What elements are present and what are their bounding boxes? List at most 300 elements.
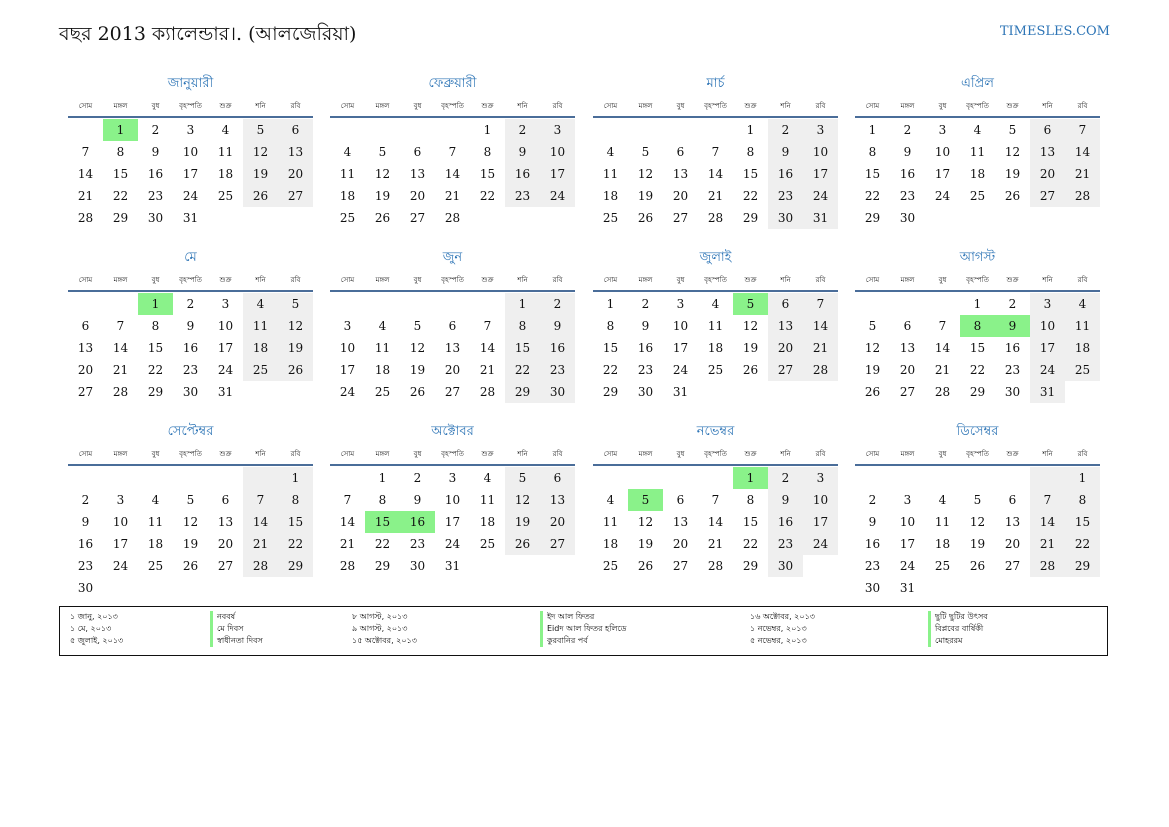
day-cell[interactable]: 15	[864, 167, 881, 181]
day-cell[interactable]: 11	[374, 341, 391, 355]
day-cell[interactable]: 17	[112, 537, 129, 551]
day-cell[interactable]: 5	[628, 489, 663, 511]
day-cell[interactable]: 15	[112, 167, 129, 181]
day-cell[interactable]: 18	[147, 537, 164, 551]
day-cell[interactable]: 21	[339, 537, 356, 551]
day-cell[interactable]: 18	[707, 341, 724, 355]
day-cell[interactable]: 14	[339, 515, 356, 529]
day-cell[interactable]: 23	[637, 363, 654, 377]
day-cell[interactable]: 30	[768, 555, 803, 577]
day-cell[interactable]: 5	[186, 493, 195, 507]
day-cell[interactable]: 7	[243, 489, 278, 511]
day-cell[interactable]: 16	[505, 163, 540, 185]
day-cell[interactable]: 21	[444, 189, 461, 203]
day-cell[interactable]: 21	[112, 363, 129, 377]
day-cell[interactable]: 24	[803, 533, 838, 555]
day-cell[interactable]: 28	[444, 211, 461, 225]
day-cell[interactable]: 24	[540, 185, 575, 207]
day-cell[interactable]: 16	[864, 537, 881, 551]
day-cell[interactable]: 20	[1030, 163, 1065, 185]
day-cell[interactable]: 12	[409, 341, 426, 355]
day-cell[interactable]: 3	[803, 119, 838, 141]
day-cell[interactable]: 29	[278, 555, 313, 577]
day-cell[interactable]: 17	[899, 537, 916, 551]
day-cell[interactable]: 8	[606, 319, 615, 333]
day-cell[interactable]: 4	[606, 493, 615, 507]
day-cell[interactable]: 6	[1008, 493, 1017, 507]
day-cell[interactable]: 4	[973, 123, 982, 137]
day-cell[interactable]: 15	[147, 341, 164, 355]
day-cell[interactable]: 27	[1030, 185, 1065, 207]
day-cell[interactable]: 3	[540, 119, 575, 141]
day-cell[interactable]: 5	[413, 319, 422, 333]
day-cell[interactable]: 30	[540, 381, 575, 403]
day-cell[interactable]: 8	[278, 489, 313, 511]
day-cell[interactable]: 11	[602, 515, 619, 529]
day-cell[interactable]: 24	[444, 537, 461, 551]
day-cell[interactable]: 7	[803, 293, 838, 315]
day-cell[interactable]: 12	[182, 515, 199, 529]
day-cell[interactable]: 5	[868, 319, 877, 333]
day-cell[interactable]: 29	[969, 385, 986, 399]
day-cell[interactable]: 27	[899, 385, 916, 399]
day-cell[interactable]: 7	[1065, 119, 1100, 141]
day-cell[interactable]: 11	[147, 515, 164, 529]
day-cell[interactable]: 4	[483, 471, 492, 485]
day-cell[interactable]: 11	[1065, 315, 1100, 337]
day-cell[interactable]: 1	[973, 297, 982, 311]
day-cell[interactable]: 16	[182, 341, 199, 355]
day-cell[interactable]: 4	[711, 297, 720, 311]
day-cell[interactable]: 26	[864, 385, 881, 399]
day-cell[interactable]: 16	[768, 511, 803, 533]
day-cell[interactable]: 11	[243, 315, 278, 337]
day-cell[interactable]: 26	[374, 211, 391, 225]
day-cell[interactable]: 13	[672, 515, 689, 529]
day-cell[interactable]: 10	[672, 319, 689, 333]
day-cell[interactable]: 26	[409, 385, 426, 399]
day-cell[interactable]: 17	[672, 341, 689, 355]
day-cell[interactable]: 24	[803, 185, 838, 207]
day-cell[interactable]: 2	[413, 471, 422, 485]
day-cell[interactable]: 13	[1030, 141, 1065, 163]
day-cell[interactable]: 15	[278, 511, 313, 533]
day-cell[interactable]: 6	[676, 493, 685, 507]
day-cell[interactable]: 20	[1004, 537, 1021, 551]
day-cell[interactable]: 24	[672, 363, 689, 377]
day-cell[interactable]: 28	[243, 555, 278, 577]
day-cell[interactable]: 20	[899, 363, 916, 377]
day-cell[interactable]: 11	[602, 167, 619, 181]
day-cell[interactable]: 10	[112, 515, 129, 529]
day-cell[interactable]: 19	[969, 537, 986, 551]
day-cell[interactable]: 20	[278, 163, 313, 185]
day-cell[interactable]: 6	[676, 145, 685, 159]
day-cell[interactable]: 8	[746, 145, 755, 159]
day-cell[interactable]: 27	[444, 385, 461, 399]
day-cell[interactable]: 21	[243, 533, 278, 555]
day-cell[interactable]: 5	[505, 467, 540, 489]
day-cell[interactable]: 24	[182, 189, 199, 203]
day-cell[interactable]: 30	[637, 385, 654, 399]
day-cell[interactable]: 25	[243, 359, 278, 381]
day-cell[interactable]: 30	[409, 559, 426, 573]
day-cell[interactable]: 10	[803, 141, 838, 163]
day-cell[interactable]: 21	[707, 537, 724, 551]
day-cell[interactable]: 17	[217, 341, 234, 355]
day-cell[interactable]: 29	[374, 559, 391, 573]
day-cell[interactable]: 9	[81, 515, 90, 529]
day-cell[interactable]: 5	[278, 293, 313, 315]
day-cell[interactable]: 3	[448, 471, 457, 485]
day-cell[interactable]: 16	[899, 167, 916, 181]
day-cell[interactable]: 28	[339, 559, 356, 573]
day-cell[interactable]: 26	[243, 185, 278, 207]
day-cell[interactable]: 18	[934, 537, 951, 551]
day-cell[interactable]: 11	[217, 145, 234, 159]
day-cell[interactable]: 18	[479, 515, 496, 529]
day-cell[interactable]: 10	[1030, 315, 1065, 337]
day-cell[interactable]: 1	[868, 123, 877, 137]
day-cell[interactable]: 3	[186, 123, 195, 137]
day-cell[interactable]: 4	[343, 145, 352, 159]
day-cell[interactable]: 31	[444, 559, 461, 573]
day-cell[interactable]: 22	[1065, 533, 1100, 555]
day-cell[interactable]: 11	[707, 319, 724, 333]
day-cell[interactable]: 19	[742, 341, 759, 355]
day-cell[interactable]: 27	[409, 211, 426, 225]
day-cell[interactable]: 26	[637, 211, 654, 225]
day-cell[interactable]: 25	[374, 385, 391, 399]
day-cell[interactable]: 13	[768, 315, 803, 337]
day-cell[interactable]: 8	[960, 315, 995, 337]
day-cell[interactable]: 14	[479, 341, 496, 355]
day-cell[interactable]: 10	[899, 515, 916, 529]
day-cell[interactable]: 10	[182, 145, 199, 159]
day-cell[interactable]: 15	[505, 337, 540, 359]
day-cell[interactable]: 16	[768, 163, 803, 185]
day-cell[interactable]: 12	[1004, 145, 1021, 159]
day-cell[interactable]: 30	[899, 211, 916, 225]
day-cell[interactable]: 14	[1030, 511, 1065, 533]
day-cell[interactable]: 21	[1030, 533, 1065, 555]
day-cell[interactable]: 16	[77, 537, 94, 551]
day-cell[interactable]: 29	[112, 211, 129, 225]
day-cell[interactable]: 1	[733, 467, 768, 489]
day-cell[interactable]: 28	[112, 385, 129, 399]
day-cell[interactable]: 6	[448, 319, 457, 333]
day-cell[interactable]: 17	[1030, 337, 1065, 359]
day-cell[interactable]: 26	[742, 363, 759, 377]
day-cell[interactable]: 23	[409, 537, 426, 551]
day-cell[interactable]: 25	[479, 537, 496, 551]
day-cell[interactable]: 8	[505, 315, 540, 337]
day-cell[interactable]: 30	[77, 581, 94, 595]
day-cell[interactable]: 3	[676, 297, 685, 311]
day-cell[interactable]: 18	[243, 337, 278, 359]
day-cell[interactable]: 22	[147, 363, 164, 377]
day-cell[interactable]: 22	[278, 533, 313, 555]
day-cell[interactable]: 26	[505, 533, 540, 555]
day-cell[interactable]: 3	[343, 319, 352, 333]
day-cell[interactable]: 7	[938, 319, 947, 333]
day-cell[interactable]: 27	[768, 359, 803, 381]
day-cell[interactable]: 10	[217, 319, 234, 333]
day-cell[interactable]: 8	[868, 145, 877, 159]
day-cell[interactable]: 13	[672, 167, 689, 181]
day-cell[interactable]: 4	[151, 493, 160, 507]
day-cell[interactable]: 27	[540, 533, 575, 555]
day-cell[interactable]: 14	[112, 341, 129, 355]
day-cell[interactable]: 1	[1065, 467, 1100, 489]
day-cell[interactable]: 17	[182, 167, 199, 181]
day-cell[interactable]: 19	[182, 537, 199, 551]
day-cell[interactable]: 27	[672, 211, 689, 225]
day-cell[interactable]: 23	[899, 189, 916, 203]
day-cell[interactable]: 21	[934, 363, 951, 377]
day-cell[interactable]: 21	[479, 363, 496, 377]
day-cell[interactable]: 10	[934, 145, 951, 159]
day-cell[interactable]: 14	[934, 341, 951, 355]
day-cell[interactable]: 5	[973, 493, 982, 507]
day-cell[interactable]: 5	[378, 145, 387, 159]
day-cell[interactable]: 26	[278, 359, 313, 381]
day-cell[interactable]: 31	[217, 385, 234, 399]
day-cell[interactable]: 6	[81, 319, 90, 333]
day-cell[interactable]: 29	[1065, 555, 1100, 577]
day-cell[interactable]: 21	[77, 189, 94, 203]
day-cell[interactable]: 23	[147, 189, 164, 203]
day-cell[interactable]: 3	[221, 297, 230, 311]
day-cell[interactable]: 27	[1004, 559, 1021, 573]
day-cell[interactable]: 12	[637, 515, 654, 529]
day-cell[interactable]: 10	[540, 141, 575, 163]
day-cell[interactable]: 30	[864, 581, 881, 595]
day-cell[interactable]: 29	[505, 381, 540, 403]
day-cell[interactable]: 25	[934, 559, 951, 573]
day-cell[interactable]: 22	[864, 189, 881, 203]
day-cell[interactable]: 20	[672, 189, 689, 203]
day-cell[interactable]: 14	[444, 167, 461, 181]
day-cell[interactable]: 25	[147, 559, 164, 573]
day-cell[interactable]: 16	[540, 337, 575, 359]
day-cell[interactable]: 31	[1030, 381, 1065, 403]
day-cell[interactable]: 9	[186, 319, 195, 333]
day-cell[interactable]: 31	[803, 207, 838, 229]
day-cell[interactable]: 23	[182, 363, 199, 377]
day-cell[interactable]: 5	[733, 293, 768, 315]
day-cell[interactable]: 23	[505, 185, 540, 207]
day-cell[interactable]: 5	[1008, 123, 1017, 137]
day-cell[interactable]: 19	[505, 511, 540, 533]
day-cell[interactable]: 20	[409, 189, 426, 203]
day-cell[interactable]: 16	[637, 341, 654, 355]
day-cell[interactable]: 28	[77, 211, 94, 225]
day-cell[interactable]: 27	[217, 559, 234, 573]
day-cell[interactable]: 22	[742, 189, 759, 203]
day-cell[interactable]: 2	[151, 123, 160, 137]
day-cell[interactable]: 25	[339, 211, 356, 225]
day-cell[interactable]: 30	[147, 211, 164, 225]
day-cell[interactable]: 3	[903, 493, 912, 507]
day-cell[interactable]: 19	[243, 163, 278, 185]
day-cell[interactable]: 19	[409, 363, 426, 377]
day-cell[interactable]: 25	[602, 559, 619, 573]
day-cell[interactable]: 24	[934, 189, 951, 203]
day-cell[interactable]: 9	[151, 145, 160, 159]
day-cell[interactable]: 25	[217, 189, 234, 203]
day-cell[interactable]: 18	[969, 167, 986, 181]
day-cell[interactable]: 13	[77, 341, 94, 355]
day-cell[interactable]: 1	[103, 119, 138, 141]
day-cell[interactable]: 23	[768, 185, 803, 207]
day-cell[interactable]: 17	[934, 167, 951, 181]
day-cell[interactable]: 30	[182, 385, 199, 399]
day-cell[interactable]: 14	[77, 167, 94, 181]
day-cell[interactable]: 29	[147, 385, 164, 399]
day-cell[interactable]: 14	[803, 315, 838, 337]
day-cell[interactable]: 29	[742, 559, 759, 573]
day-cell[interactable]: 25	[707, 363, 724, 377]
day-cell[interactable]: 23	[864, 559, 881, 573]
day-cell[interactable]: 28	[934, 385, 951, 399]
day-cell[interactable]: 9	[505, 141, 540, 163]
day-cell[interactable]: 13	[899, 341, 916, 355]
day-cell[interactable]: 26	[182, 559, 199, 573]
day-cell[interactable]: 14	[707, 515, 724, 529]
day-cell[interactable]: 8	[378, 493, 387, 507]
day-cell[interactable]: 9	[540, 315, 575, 337]
day-cell[interactable]: 2	[505, 119, 540, 141]
day-cell[interactable]: 23	[540, 359, 575, 381]
day-cell[interactable]: 9	[768, 141, 803, 163]
day-cell[interactable]: 13	[278, 141, 313, 163]
day-cell[interactable]: 13	[540, 489, 575, 511]
day-cell[interactable]: 10	[339, 341, 356, 355]
day-cell[interactable]: 19	[374, 189, 391, 203]
day-cell[interactable]: 26	[1004, 189, 1021, 203]
day-cell[interactable]: 12	[742, 319, 759, 333]
day-cell[interactable]: 23	[77, 559, 94, 573]
day-cell[interactable]: 27	[77, 385, 94, 399]
day-cell[interactable]: 4	[243, 293, 278, 315]
day-cell[interactable]: 30	[768, 207, 803, 229]
day-cell[interactable]: 28	[707, 559, 724, 573]
day-cell[interactable]: 29	[864, 211, 881, 225]
day-cell[interactable]: 15	[365, 511, 400, 533]
day-cell[interactable]: 3	[803, 467, 838, 489]
day-cell[interactable]: 10	[803, 489, 838, 511]
day-cell[interactable]: 7	[711, 145, 720, 159]
day-cell[interactable]: 6	[1030, 119, 1065, 141]
day-cell[interactable]: 7	[81, 145, 90, 159]
day-cell[interactable]: 25	[969, 189, 986, 203]
day-cell[interactable]: 18	[602, 537, 619, 551]
day-cell[interactable]: 19	[1004, 167, 1021, 181]
day-cell[interactable]: 26	[637, 559, 654, 573]
day-cell[interactable]: 4	[378, 319, 387, 333]
day-cell[interactable]: 8	[151, 319, 160, 333]
day-cell[interactable]: 2	[186, 297, 195, 311]
day-cell[interactable]: 14	[243, 511, 278, 533]
day-cell[interactable]: 6	[540, 467, 575, 489]
day-cell[interactable]: 15	[969, 341, 986, 355]
day-cell[interactable]: 22	[505, 359, 540, 381]
day-cell[interactable]: 22	[374, 537, 391, 551]
day-cell[interactable]: 13	[444, 341, 461, 355]
day-cell[interactable]: 8	[116, 145, 125, 159]
day-cell[interactable]: 18	[1065, 337, 1100, 359]
day-cell[interactable]: 31	[672, 385, 689, 399]
day-cell[interactable]: 9	[903, 145, 912, 159]
day-cell[interactable]: 2	[868, 493, 877, 507]
day-cell[interactable]: 19	[278, 337, 313, 359]
day-cell[interactable]: 22	[112, 189, 129, 203]
day-cell[interactable]: 2	[903, 123, 912, 137]
day-cell[interactable]: 20	[540, 511, 575, 533]
day-cell[interactable]: 12	[374, 167, 391, 181]
day-cell[interactable]: 12	[969, 515, 986, 529]
day-cell[interactable]: 23	[1004, 363, 1021, 377]
day-cell[interactable]: 16	[147, 167, 164, 181]
day-cell[interactable]: 16	[400, 511, 435, 533]
day-cell[interactable]: 1	[378, 471, 387, 485]
day-cell[interactable]: 19	[637, 189, 654, 203]
day-cell[interactable]: 30	[1004, 385, 1021, 399]
day-cell[interactable]: 1	[138, 293, 173, 315]
day-cell[interactable]: 9	[868, 515, 877, 529]
day-cell[interactable]: 12	[243, 141, 278, 163]
day-cell[interactable]: 2	[540, 293, 575, 315]
day-cell[interactable]: 21	[707, 189, 724, 203]
day-cell[interactable]: 17	[540, 163, 575, 185]
day-cell[interactable]: 2	[768, 467, 803, 489]
day-cell[interactable]: 10	[444, 493, 461, 507]
day-cell[interactable]: 1	[746, 123, 755, 137]
day-cell[interactable]: 17	[803, 511, 838, 533]
day-cell[interactable]: 25	[602, 211, 619, 225]
day-cell[interactable]: 17	[803, 163, 838, 185]
day-cell[interactable]: 12	[505, 489, 540, 511]
day-cell[interactable]: 24	[217, 363, 234, 377]
day-cell[interactable]: 29	[742, 211, 759, 225]
day-cell[interactable]: 1	[606, 297, 615, 311]
day-cell[interactable]: 11	[339, 167, 356, 181]
day-cell[interactable]: 6	[768, 293, 803, 315]
day-cell[interactable]: 4	[606, 145, 615, 159]
day-cell[interactable]: 22	[742, 537, 759, 551]
day-cell[interactable]: 21	[1065, 163, 1100, 185]
day-cell[interactable]: 14	[1065, 141, 1100, 163]
day-cell[interactable]: 7	[711, 493, 720, 507]
day-cell[interactable]: 2	[1008, 297, 1017, 311]
day-cell[interactable]: 6	[903, 319, 912, 333]
day-cell[interactable]: 12	[637, 167, 654, 181]
day-cell[interactable]: 28	[479, 385, 496, 399]
day-cell[interactable]: 1	[278, 467, 313, 489]
day-cell[interactable]: 18	[339, 189, 356, 203]
day-cell[interactable]: 15	[1065, 511, 1100, 533]
day-cell[interactable]: 8	[746, 493, 755, 507]
day-cell[interactable]: 25	[1065, 359, 1100, 381]
day-cell[interactable]: 18	[602, 189, 619, 203]
day-cell[interactable]: 19	[637, 537, 654, 551]
day-cell[interactable]: 13	[217, 515, 234, 529]
day-cell[interactable]: 22	[602, 363, 619, 377]
day-cell[interactable]: 9	[641, 319, 650, 333]
day-cell[interactable]: 23	[768, 533, 803, 555]
day-cell[interactable]: 13	[1004, 515, 1021, 529]
